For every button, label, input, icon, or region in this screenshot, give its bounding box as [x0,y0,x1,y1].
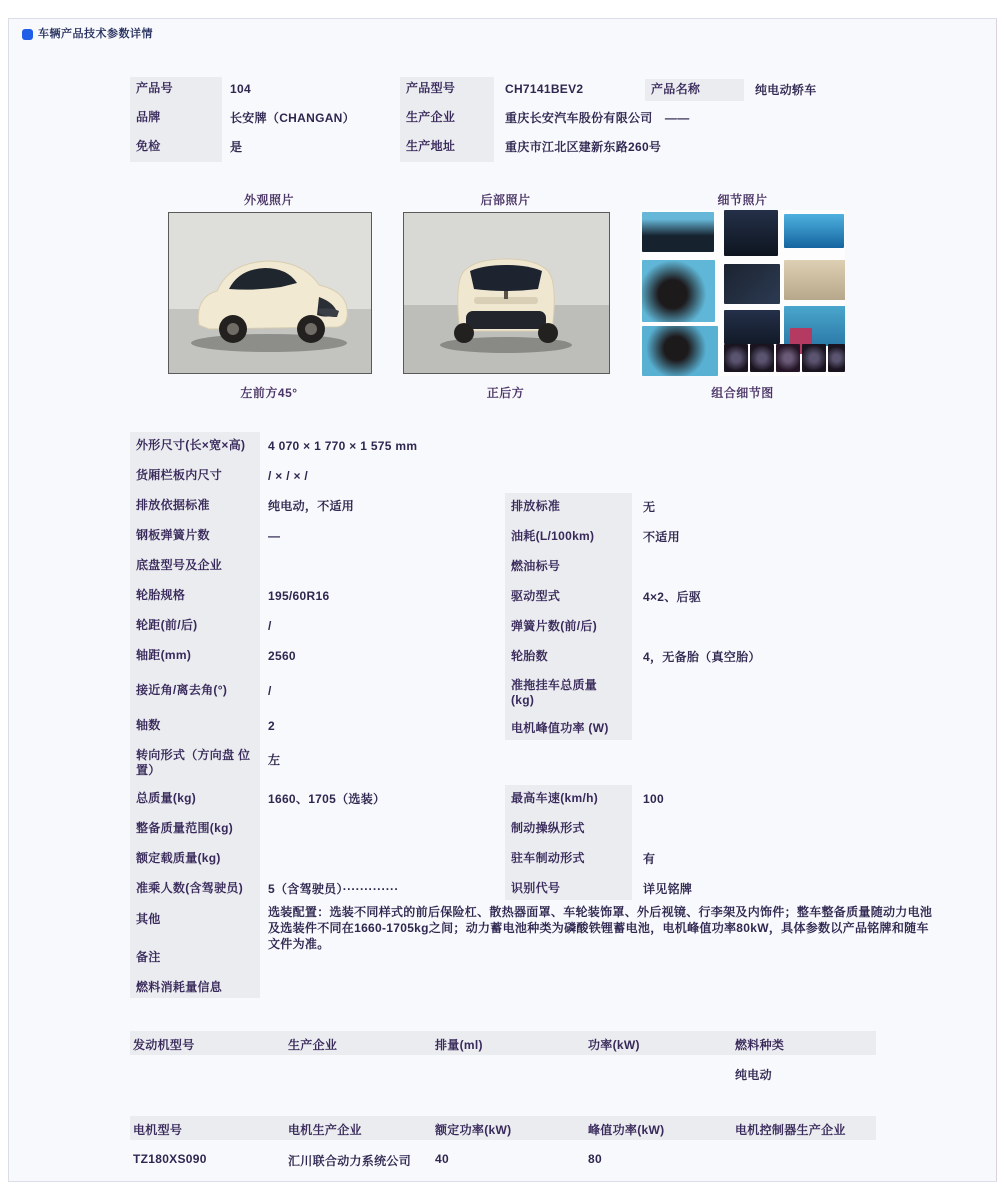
spec-label: 准乘人数(含驾驶员) [136,881,243,895]
info-icon [22,29,33,40]
car-front-quarter-photo[interactable] [168,212,372,374]
spec-label: 识别代号 [511,881,561,895]
field-value: 是 [230,140,243,154]
spec-label: 燃油标号 [511,559,561,573]
spec-value: 左 [268,753,281,767]
spec-value: — [268,529,281,543]
detail-photo-tile [724,310,780,344]
car-rear-illustration [404,213,609,373]
spec-value: 2 [268,719,275,733]
spec-label: 准拖挂车总质量 (kg) [511,678,598,707]
photo-caption-bottom: 组合细节图 [711,386,774,400]
field-label: 品牌 [136,110,161,124]
spec-label: 驱动型式 [511,589,561,603]
spec-value: 100 [643,792,664,806]
table-cell: TZ180XS090 [133,1152,207,1166]
spec-value: 无 [643,500,656,514]
spec-label: 备注 [136,950,161,964]
field-value: CH7141BEV2 [505,82,584,96]
detail-photo-tile [802,344,826,372]
table-header-cell: 额定功率(kW) [435,1123,512,1137]
spec-value: 4，无备胎（真空胎） [643,650,761,664]
spec-label: 总质量(kg) [136,791,197,805]
field-label: 生产企业 [406,110,456,124]
spec-label: 弹簧片数(前/后) [511,619,598,633]
spec-label: 转向形式（方向盘 位置） [136,748,251,777]
table-header-cell: 电机型号 [133,1123,183,1137]
spec-label: 最高车速(km/h) [511,791,599,805]
car-front-quarter-illustration [169,213,371,373]
field-value: 重庆长安汽车股份有限公司 —— [505,111,690,125]
spec-label: 外形尺寸(长×宽×高) [136,438,246,452]
spec-label: 其他 [136,912,161,926]
field-label: 产品型号 [406,81,456,95]
table-header-cell: 电机生产企业 [288,1123,362,1137]
spec-value: 1660、1705（选装） [268,792,386,806]
spec-label: 钢板弹簧片数 [136,528,210,542]
field-value: 长安牌（CHANGAN） [230,111,355,125]
table-cell: 汇川联合动力系统公司 [288,1154,412,1168]
spec-value: 4×2、后驱 [643,590,702,604]
car-rear-photo[interactable] [403,212,610,374]
field-label: 产品名称 [651,82,701,96]
detail-photo-tile [724,344,748,372]
field-label: 生产地址 [406,139,456,153]
detail-photo-tile [642,212,714,252]
detail-photo-tile [642,260,715,322]
table-cell: 40 [435,1152,449,1166]
field-label: 产品号 [136,81,173,95]
spec-label: 货厢栏板内尺寸 [136,468,223,482]
spec-label: 底盘型号及企业 [136,558,223,572]
detail-photo-tile [784,260,845,300]
spec-label: 轮胎数 [511,649,548,663]
car-detail-collage[interactable] [640,210,845,376]
detail-photo-tile [724,210,778,256]
table-header-cell: 峰值功率(kW) [588,1123,665,1137]
spec-value: 不适用 [643,530,680,544]
detail-photo-tile [776,344,800,372]
spec-value: 4 070 × 1 770 × 1 575 mm [268,439,418,453]
photo-caption-bottom: 正后方 [486,386,525,400]
spec-value: 5（含驾驶员）············· [268,882,399,896]
spec-label: 轮胎规格 [136,588,186,602]
table-header-cell: 功率(kW) [588,1038,640,1052]
table-cell: 纯电动 [735,1068,772,1082]
spec-label: 制动操纵形式 [511,821,585,835]
spec-label: 接近角/离去角(°) [136,683,228,697]
spec-value: 详见铭牌 [643,882,693,896]
spec-label: 油耗(L/100km) [511,529,595,543]
detail-photo-tile [724,264,780,304]
spec-value: 有 [643,852,656,866]
photo-caption-top: 后部照片 [480,193,531,207]
field-value: 纯电动轿车 [755,83,817,97]
page-title: 车辆产品技术参数详情 [38,28,153,40]
spec-label: 排放依据标准 [136,498,210,512]
spec-value: 纯电动，不适用 [268,499,355,513]
spec-label: 燃料消耗量信息 [136,980,223,994]
spec-label: 排放标准 [511,499,561,513]
spec-value-paragraph: 选装配置：选装不同样式的前后保险杠、散热器面罩、车轮装饰罩、外后视镜、行李架及内饰件；整车整备质量随动力电池及选装件不同在1660-1705kg之间；动力蓄电池种类为磷酸铁锂蓄电池，电机峰值功率80kW，具体参数以产品铭牌和随车文件为准。 [268,905,933,951]
spec-value: 195/60R16 [268,589,330,603]
photo-caption-top: 外观照片 [243,193,294,207]
table-cell: 80 [588,1152,602,1166]
spec-value: / × / × / [268,469,309,483]
table-header-cell: 发动机型号 [133,1038,195,1052]
table-header-cell: 排量(ml) [435,1038,483,1052]
spec-label: 轮距(前/后) [136,618,198,632]
table-header-cell: 生产企业 [288,1038,338,1052]
photo-caption-top: 细节照片 [717,193,768,207]
detail-photo-tile [642,326,718,376]
field-value: 104 [230,82,251,96]
spec-value: / [268,619,272,633]
field-label: 免检 [136,139,161,153]
spec-label: 电机峰值功率 (W) [511,721,609,735]
spec-label: 额定载质量(kg) [136,851,221,865]
detail-photo-tile [750,344,774,372]
spec-label: 整备质量范围(kg) [136,821,233,835]
detail-photo-tile [828,344,845,372]
spec-label: 轴距(mm) [136,648,192,662]
detail-photo-tile [784,214,844,248]
spec-value: 2560 [268,649,296,663]
field-value: 重庆市江北区建新东路260号 [505,140,662,154]
spec-value: / [268,684,272,698]
table-header-cell: 电机控制器生产企业 [735,1123,846,1137]
photo-caption-bottom: 左前方45° [240,386,298,400]
spec-label: 驻车制动形式 [511,851,585,865]
spec-label: 轴数 [136,718,161,732]
table-header-cell: 燃料种类 [735,1038,785,1052]
